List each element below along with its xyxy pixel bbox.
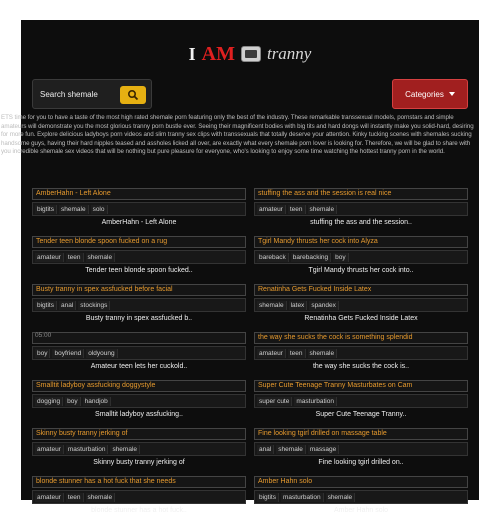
tv-icon	[241, 46, 261, 62]
video-title-link[interactable]: Busty tranny in spex assfucked before facial	[32, 284, 246, 296]
tag-list	[254, 346, 468, 360]
tag-link[interactable]: shemale	[308, 349, 338, 358]
tag-link[interactable]: amateur	[257, 205, 286, 214]
caret-down-icon	[449, 92, 455, 96]
video-title-link[interactable]: Smalltit ladyboy assfucking doggystyle	[32, 380, 246, 392]
video-card[interactable]	[32, 236, 246, 282]
video-caption[interactable]: Tender teen blonde spoon fucked..	[85, 267, 193, 274]
video-caption[interactable]: the way she sucks the cock is..	[312, 363, 410, 370]
page-container	[1, 20, 479, 514]
tag-link[interactable]: shemale	[308, 205, 338, 214]
video-title-link[interactable]: Skinny busty tranny jerking of	[32, 428, 246, 440]
search-input[interactable]	[40, 90, 100, 99]
video-caption[interactable]: Skinny busty tranny jerking of	[93, 459, 185, 466]
video-title-link[interactable]: Super Cute Teenage Tranny Masturbates on Cam	[254, 380, 468, 392]
video-card[interactable]	[254, 428, 468, 474]
video-card[interactable]	[32, 332, 246, 378]
video-caption[interactable]: AmberHahn - Left Alone	[101, 219, 177, 226]
tag-link[interactable]: teen	[288, 349, 306, 358]
video-card[interactable]	[254, 476, 468, 522]
video-caption[interactable]: Smalltit ladyboy assfucking..	[95, 411, 183, 418]
tag-list	[32, 346, 246, 360]
search-icon	[127, 89, 139, 101]
tag-link[interactable]: shemale	[86, 493, 116, 502]
logo-am: AM	[201, 42, 235, 65]
tag-list	[254, 250, 468, 264]
video-caption[interactable]: Amateur teen lets her cuckold..	[90, 363, 188, 370]
tag-link[interactable]: teen	[66, 253, 84, 262]
tag-list	[254, 394, 468, 408]
tag-link[interactable]: shemale	[110, 445, 140, 454]
tag-list	[254, 202, 468, 216]
search-button[interactable]	[120, 86, 146, 104]
tag-list	[254, 298, 468, 312]
video-title-link[interactable]: Amber Hahn solo	[254, 476, 468, 488]
tag-link[interactable]: masturbation	[294, 397, 337, 406]
video-caption[interactable]: Busty tranny in spex assfucked b..	[85, 315, 193, 322]
tag-link[interactable]: super cute	[257, 397, 292, 406]
video-title-link[interactable]: Tgirl Mandy thrusts her cock into Alyza	[254, 236, 468, 248]
video-card[interactable]	[32, 428, 246, 474]
tag-link[interactable]: anal	[59, 301, 76, 310]
tag-link[interactable]: boyfriend	[52, 349, 84, 358]
video-card[interactable]	[32, 188, 246, 234]
video-card[interactable]	[254, 332, 468, 378]
tag-link[interactable]: boy	[35, 349, 50, 358]
video-card[interactable]	[254, 236, 468, 282]
video-card[interactable]	[254, 284, 468, 330]
tag-list	[32, 202, 246, 216]
video-title-link[interactable]: the way she sucks the cock is something splendid	[254, 332, 468, 344]
tag-link[interactable]: bigtits	[257, 493, 279, 502]
tag-link[interactable]: amateur	[35, 253, 64, 262]
tag-list	[32, 490, 246, 504]
tag-link[interactable]: boy	[333, 253, 348, 262]
categories-label: Categories	[405, 89, 444, 99]
tag-list	[32, 298, 246, 312]
tag-list	[32, 442, 246, 456]
video-grid	[32, 188, 468, 522]
video-caption[interactable]: Renatinha Gets Fucked Inside Latex	[304, 315, 418, 322]
tag-link[interactable]: oldyoung	[86, 349, 117, 358]
video-card[interactable]	[254, 188, 468, 234]
tag-list	[254, 442, 468, 456]
video-title-link[interactable]: Fine looking tgirl drilled on massage table	[254, 428, 468, 440]
video-card[interactable]	[32, 476, 246, 522]
tag-link[interactable]: dogging	[35, 397, 63, 406]
tag-link[interactable]: masturbation	[66, 445, 109, 454]
tag-link[interactable]: latex	[289, 301, 308, 310]
tag-link[interactable]: solo	[91, 205, 108, 214]
logo-i: I	[188, 43, 196, 64]
video-caption[interactable]: Fine looking tgirl drilled on..	[318, 459, 404, 466]
tag-link[interactable]: teen	[66, 493, 84, 502]
tag-link[interactable]: anal	[257, 445, 274, 454]
video-caption[interactable]: Tgirl Mandy thrusts her cock into..	[308, 267, 414, 274]
tag-list	[32, 250, 246, 264]
intro-text: ETS time for you to have a taste of the most high rated shemale porn featuring only the best of the industry. These remarkable transsexual models, pornstars and simple amateurs will demonstrate you the most glorious tranny porn bustle ever. Seeing their magnificent bodies with big tits and hard dongs will instantly make you solid-hard, desiring for more fun. Explore delicious ladyboys porn videos and slim tranny sex clips with transsexuals that totally deserve your attention. Kinky tucking scenes with shemales sucking handsome guys, having their hard nipples teased and assholes licked all over, are exactly what every shemale porn lover is looking for. Therefore, we will be glad to share with you incredible shemale sex videos that will be nothing but pure pleasure for everyone, who's looking to enjoy some time watching the hottest tranny porn in the world.	[1, 114, 474, 156]
video-card[interactable]	[254, 380, 468, 426]
tag-link[interactable]: bareback	[257, 253, 289, 262]
video-caption[interactable]: stuffing the ass and the session..	[310, 219, 412, 226]
video-duration: 05:00	[35, 332, 52, 339]
tag-link[interactable]: shemale	[86, 253, 116, 262]
video-title-link[interactable]: blonde stunner has a hot fuck that she needs	[32, 476, 246, 488]
tag-link[interactable]: shemale	[257, 301, 287, 310]
tag-link[interactable]: barebacking	[291, 253, 331, 262]
tag-link[interactable]: spandex	[309, 301, 339, 310]
video-card[interactable]	[32, 380, 246, 426]
tag-link[interactable]: bigtits	[35, 301, 57, 310]
site-logo[interactable]	[21, 42, 479, 66]
tag-list	[254, 490, 468, 504]
tag-link[interactable]: handjob	[83, 397, 111, 406]
video-title-link[interactable]: Renatinha Gets Fucked Inside Latex	[254, 284, 468, 296]
tag-link[interactable]: shemale	[59, 205, 89, 214]
video-title-link[interactable]: Tender teen blonde spoon fucked on a rug	[32, 236, 246, 248]
tag-link[interactable]: amateur	[35, 445, 64, 454]
video-card[interactable]	[32, 284, 246, 330]
tag-link[interactable]: teen	[288, 205, 306, 214]
tag-link[interactable]: amateur	[35, 493, 64, 502]
video-caption[interactable]: Amber Hahn solo	[333, 507, 389, 514]
categories-button[interactable]	[392, 79, 468, 109]
tag-link[interactable]: boy	[65, 397, 80, 406]
tag-link[interactable]: shemale	[326, 493, 356, 502]
video-title-link[interactable]: AmberHahn - Left Alone	[32, 188, 246, 200]
tag-link[interactable]: amateur	[257, 349, 286, 358]
logo-tranny: tranny	[266, 44, 312, 63]
tag-link[interactable]: massage	[308, 445, 339, 454]
search-box	[32, 79, 152, 109]
video-caption[interactable]: blonde stunner has a hot fuck..	[91, 507, 187, 514]
video-title-link[interactable]: stuffing the ass and the session is real nice	[254, 188, 468, 200]
tag-list	[32, 394, 246, 408]
tag-link[interactable]: bigtits	[35, 205, 57, 214]
video-title-link[interactable]	[32, 332, 246, 344]
tag-link[interactable]: masturbation	[281, 493, 324, 502]
tag-link[interactable]: stockings	[78, 301, 110, 310]
tag-link[interactable]: shemale	[276, 445, 306, 454]
video-caption[interactable]: Super Cute Teenage Tranny..	[315, 411, 407, 418]
